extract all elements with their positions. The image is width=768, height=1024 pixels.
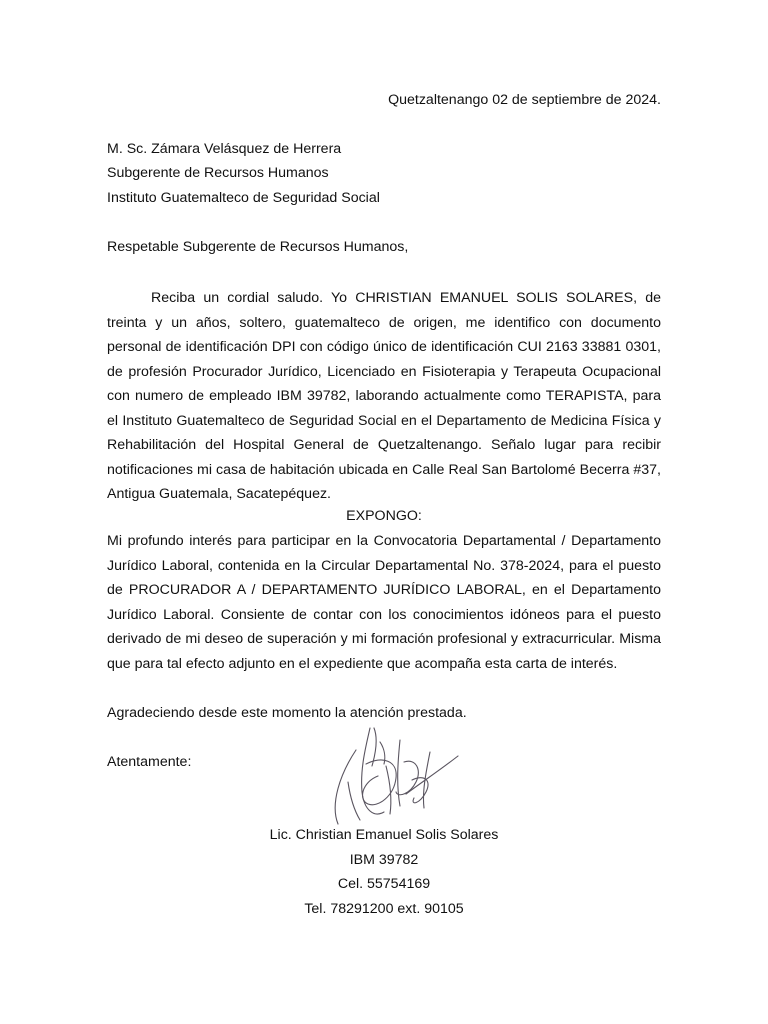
- thanks-line: Agradeciendo desde este momento la atención prestada.: [107, 705, 467, 721]
- date-line: Quetzaltenango 02 de septiembre de 2024.: [388, 92, 661, 108]
- intro-paragraph: [107, 286, 661, 507]
- recipient-institution: Instituto Guatemalteco de Seguridad Social: [107, 190, 380, 206]
- recipient-name: M. Sc. Zámara Velásquez de Herrera: [107, 141, 342, 157]
- signer-phone: Tel. 78291200 ext. 90105: [304, 901, 464, 917]
- signer-cell: Cel. 55754169: [337, 876, 431, 892]
- section-heading: EXPONGO:: [346, 508, 422, 524]
- intro-paragraph-text: Reciba un cordial saludo. Yo CHRISTIAN EMANUEL SOLIS SOLARES, de treinta y un años, soltero, guatemalteco de origen, me identifico con documento personal de identificación DPI con código único de identificación CUI 2163 33881 0301, de profesión Procurador Jurídico, Licenciado en Fisioterapia y Terapeuta Ocupacional con numero de empleado IBM 39782, laborando actualmente como TERAPISTA, para el Instituto Guatemalteco de Seguridad Social en el Departamento de Medicina Física y Rehabilitación del Hospital General de Quetzaltenango. Señalo lugar para recibir notificaciones mi casa de habitación ubicada en Calle Real San Bartolomé Becerra #37, Antigua Guatemala, Sacatepéquez.: [107, 290, 661, 502]
- recipient-position: Subgerente de Recursos Humanos: [107, 165, 329, 181]
- salutation: Respetable Subgerente de Recursos Humanos,: [107, 239, 409, 255]
- signer-employee-id: IBM 39782: [349, 852, 419, 868]
- signature-image: [326, 722, 466, 832]
- exposition-paragraph: Mi profundo interés para participar en la Convocatoria Departamental / Departamento Jurídico Laboral, contenida en la Circular Departamental No. 378-2024, para el puesto de PROCURADOR A / DEPARTAMENTO JURÍDICO LABORAL, en el Departamento Jurídico Laboral. Consiente de contar con los conocimientos idóneos para el puesto derivado de mi deseo de superación y mi formación profesional y extracurricular. Misma que para tal efecto adjunto en el expediente que acompaña esta carta de interés.: [107, 533, 661, 672]
- signer-name: Lic. Christian Emanuel Solis Solares: [269, 827, 499, 843]
- closing: Atentamente:: [107, 754, 192, 770]
